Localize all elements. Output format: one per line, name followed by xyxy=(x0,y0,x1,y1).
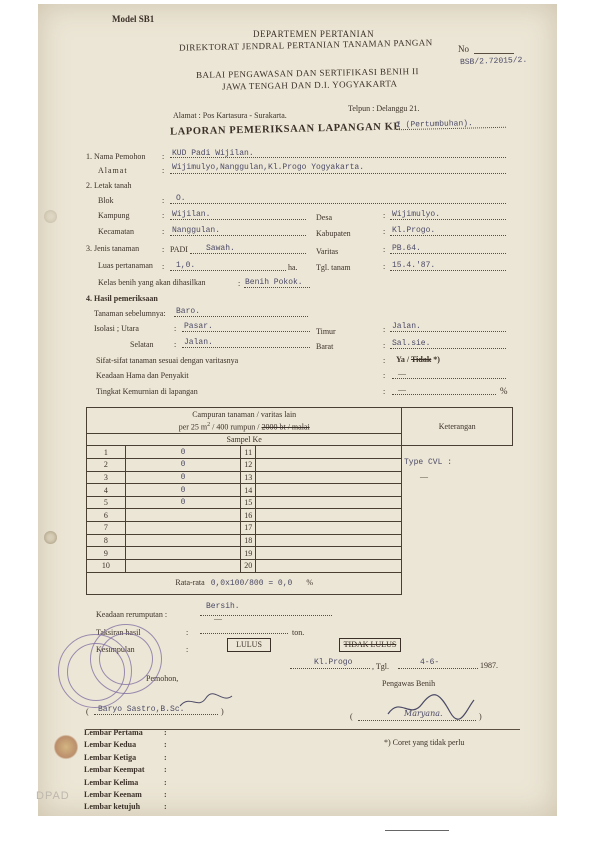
sample-number: 20 xyxy=(241,560,256,573)
timur-value: Jalan. xyxy=(392,322,421,331)
kemurnian-value: — xyxy=(398,385,406,394)
field-line xyxy=(170,157,506,158)
table-row xyxy=(87,446,513,459)
jenis-label: 3. Jenis tanaman xyxy=(86,244,140,253)
nama-label: 1. Nama Pemohon xyxy=(86,152,146,161)
selatan-label: Selatan xyxy=(130,340,154,349)
kampung-label: Kampung xyxy=(98,211,130,220)
no-label: No xyxy=(458,44,469,54)
sample-number: 18 xyxy=(241,534,256,547)
kecamatan-label: Kecamatan xyxy=(98,227,134,236)
field-line xyxy=(390,219,506,220)
sample-number: 15 xyxy=(241,496,256,509)
table-row xyxy=(87,509,513,522)
pengawas-name: Maryana. xyxy=(404,709,443,718)
directorate-title: DIREKTORAT JENDRAL PERTANIAN TANAMAN PANGAN xyxy=(178,37,433,53)
sample-number: 11 xyxy=(241,446,256,459)
sample-value xyxy=(256,560,402,573)
tgl-tanam-label: Tgl. tanam xyxy=(316,263,351,272)
sample-value xyxy=(125,534,240,547)
report-title: LAPORAN PEMERIKSAAN LAPANGAN KE xyxy=(169,121,402,138)
kecamatan-value: Nanggulan. xyxy=(172,226,221,235)
field-line xyxy=(390,253,506,254)
table-head-2: per 25 $m^2 / 400$ rumpun / 2000 bt / malai xyxy=(178,421,310,432)
blok-label: Blok xyxy=(98,196,114,205)
sifat-note: *) xyxy=(433,355,440,364)
jenis-sub: Sawah. xyxy=(206,244,235,253)
lembar-item: Lembar Keenam : xyxy=(84,790,167,799)
pengawas-title: Pengawas Benih xyxy=(382,679,436,688)
region-title: JAWA TENGAH DAN D.I. YOGYAKARTA xyxy=(221,78,398,92)
selatan-value: Jalan. xyxy=(184,338,213,347)
hama-value: — xyxy=(398,369,406,378)
rata-value: 0,0x100/800 = 0,0 xyxy=(210,579,293,589)
sample-value xyxy=(256,458,402,471)
table-row xyxy=(87,534,513,547)
barat-label: Barat xyxy=(316,342,334,351)
rata-label: Rata-rata xyxy=(175,578,205,588)
taksiran-label: Taksiran hasil xyxy=(96,628,141,637)
pemohon-title: Pemohon, xyxy=(146,674,179,683)
balai-title: BALAI PENGAWASAN DAN SERTIFIKASI BENIH II xyxy=(195,66,419,80)
keterangan-header: Keterangan xyxy=(402,408,513,446)
field-line xyxy=(170,219,306,220)
desa-value: Wijimulyo. xyxy=(392,210,441,219)
sample-value xyxy=(256,522,402,535)
sample-value xyxy=(256,484,402,497)
barat-value: Sal.sie. xyxy=(392,339,431,348)
field-line xyxy=(390,331,506,332)
page-mark xyxy=(385,830,449,831)
luas-label: Luas pertanaman xyxy=(98,261,153,270)
jenis-value: PADI xyxy=(170,245,188,254)
keterangan-dash: — xyxy=(420,472,428,481)
year: 1987. xyxy=(480,661,498,670)
kelas-label: Kelas benih yang akan dihasilkan xyxy=(98,278,206,287)
desa-label: Desa xyxy=(316,213,332,222)
varitas-label: Varitas xyxy=(316,247,339,256)
official-stamp xyxy=(90,624,162,694)
tgl-value: 4-6- xyxy=(420,658,440,667)
lembar-item: Lembar Kelima : xyxy=(84,777,167,787)
sample-number: 1 xyxy=(87,446,126,459)
sample-number: 9 xyxy=(87,547,126,560)
lulus-box: LULUS xyxy=(227,638,271,652)
sample-number: 2 xyxy=(87,458,126,471)
rerumputan-value: Bersih. xyxy=(206,602,240,611)
field-line xyxy=(190,253,306,254)
field-line xyxy=(398,668,478,669)
sample-number: 4 xyxy=(87,484,126,497)
form-model: Model SB1 xyxy=(112,14,155,24)
field-line xyxy=(290,668,370,669)
sample-value xyxy=(256,547,402,560)
sample-value xyxy=(125,547,240,560)
sample-value: 0 xyxy=(125,458,240,471)
field-line xyxy=(182,347,310,348)
kesimpulan-label: Kesimpulan xyxy=(96,645,135,654)
kemurnian-label: Tingkat Kemurnian di lapangan xyxy=(96,387,198,396)
place-value: Kl.Progo xyxy=(314,658,353,667)
sample-value xyxy=(256,509,402,522)
tgl-tanam-value: 15.4.'87. xyxy=(392,261,436,270)
field-line xyxy=(390,235,506,236)
sample-number: 10 xyxy=(87,560,126,573)
field-line xyxy=(174,316,308,317)
sample-value: 0 xyxy=(125,471,240,484)
field-line xyxy=(170,270,286,271)
alamat-value: Wijimulyo,Nanggulan,Kl.Progo Yogyakarta. xyxy=(172,163,365,172)
sebelum-label: Tanaman sebelumnya: xyxy=(94,309,166,318)
sebelum-value: Baro. xyxy=(176,307,201,316)
sample-number: 8 xyxy=(87,534,126,547)
field-line xyxy=(244,287,310,288)
lembar-item: Lembar Kedua : xyxy=(84,740,167,750)
sample-value xyxy=(125,522,240,535)
table-row xyxy=(87,522,513,535)
sifat-answer: Ya / Tidak *) xyxy=(396,355,440,364)
dept-title: DEPARTEMEN PERTANIAN xyxy=(253,29,375,39)
sample-value xyxy=(256,496,402,509)
field-line xyxy=(182,331,310,332)
rerumputan-label: Keadaan rerumputan : xyxy=(96,610,168,619)
phone-text: Telpun : Delanggu 21. xyxy=(348,104,420,113)
rata-row xyxy=(87,572,402,594)
rerumputan-dash: — xyxy=(214,614,222,623)
field-line xyxy=(392,378,506,379)
luas-value: 1,0. xyxy=(176,261,196,270)
sample-value xyxy=(125,509,240,522)
hasil-label: 4. Hasil pemeriksaan xyxy=(86,294,158,303)
sample-number: 7 xyxy=(87,522,126,535)
varitas-value: PB.64. xyxy=(392,244,421,253)
sample-number: 12 xyxy=(241,458,256,471)
no-underline xyxy=(474,53,514,54)
lembar-item: Lembar ketujuh : xyxy=(84,802,167,812)
alamat-label: Alamat xyxy=(98,166,128,175)
footnote: *) Coret yang tidak perlu xyxy=(384,738,465,747)
kabupaten-label: Kabupaten xyxy=(316,229,351,238)
sample-value xyxy=(256,534,402,547)
field-line xyxy=(170,173,506,174)
field-line xyxy=(390,348,506,349)
emblem-logo xyxy=(54,734,78,760)
letak-label: 2. Letak tanah xyxy=(86,181,132,190)
tidak-lulus-box: TIDAK LULUS xyxy=(339,638,401,652)
sample-number: 5 xyxy=(87,496,126,509)
lembar-item: Lembar Keempat : xyxy=(84,765,167,775)
punch-hole xyxy=(44,210,57,223)
sample-value: 0 xyxy=(125,484,240,497)
tgl-label: , Tgl. xyxy=(372,662,389,671)
lembar-item: Lembar Ketiga : xyxy=(84,752,167,762)
sample-number: 13 xyxy=(241,471,256,484)
field-line xyxy=(200,633,288,634)
field-line xyxy=(390,270,506,271)
no-value: BSB/2.72015/2. xyxy=(459,55,528,68)
signature xyxy=(176,690,236,712)
utara-value: Pasar. xyxy=(184,322,213,331)
kelas-value: Benih Pokok. xyxy=(245,278,303,287)
table-row xyxy=(87,560,513,573)
nama-value: KUD Padi Wijilan. xyxy=(172,149,254,158)
luas-unit: ha. xyxy=(288,263,298,272)
hama-label: Keadaan Hama dan Penyakit xyxy=(96,371,189,380)
sampel-header: Sampel Ke xyxy=(87,434,402,446)
field-line xyxy=(170,203,506,204)
sample-number: 17 xyxy=(241,522,256,535)
sample-table xyxy=(86,407,513,595)
lembar-item: Lembar Pertama : xyxy=(84,728,167,737)
sample-number: 14 xyxy=(241,484,256,497)
timur-label: Timur xyxy=(316,327,336,336)
sample-value: 0 xyxy=(125,496,240,509)
isolasi-label: Isolasi ; Utara xyxy=(94,324,139,333)
watermark: DPAD xyxy=(36,790,70,802)
blok-value: O. xyxy=(176,194,186,203)
sample-number: 19 xyxy=(241,547,256,560)
taksiran-unit: ton. xyxy=(292,628,305,637)
sample-value xyxy=(256,471,402,484)
sample-value xyxy=(125,560,240,573)
sample-number: 16 xyxy=(241,509,256,522)
table-row xyxy=(87,496,513,509)
report-stage: I (Pertumbuhan). xyxy=(395,119,473,130)
field-line xyxy=(392,394,496,395)
table-row xyxy=(87,484,513,497)
percent-sign: % xyxy=(500,386,508,396)
sample-value xyxy=(256,446,402,459)
table-row xyxy=(87,547,513,560)
table-head-1: Campuran tanaman / varitas lain xyxy=(192,409,297,419)
sample-value: 0 xyxy=(125,446,240,459)
divider xyxy=(86,729,520,730)
kabupaten-value: Kl.Progo. xyxy=(392,226,436,235)
kampung-value: Wijilan. xyxy=(172,210,211,219)
address-text: Alamat : Pos Kartasura - Surakarta. xyxy=(173,111,287,120)
sample-number: 3 xyxy=(87,471,126,484)
punch-hole xyxy=(44,531,57,544)
field-line xyxy=(170,235,306,236)
signature xyxy=(380,690,480,724)
sample-number: 6 xyxy=(87,509,126,522)
keterangan-value: Type CVL : xyxy=(404,458,453,467)
ya-value: Ya xyxy=(396,355,405,364)
tidak-value: Tidak xyxy=(410,355,432,364)
pemohon-name: Baryo Sastro,B.Sc. xyxy=(98,705,185,714)
sifat-label: Sifat-sifat tanaman sesuai dengan varitasnya xyxy=(96,356,239,365)
field-line xyxy=(94,714,218,715)
table-head xyxy=(87,408,402,434)
rata-unit: % xyxy=(306,578,313,588)
table-row xyxy=(87,471,513,484)
